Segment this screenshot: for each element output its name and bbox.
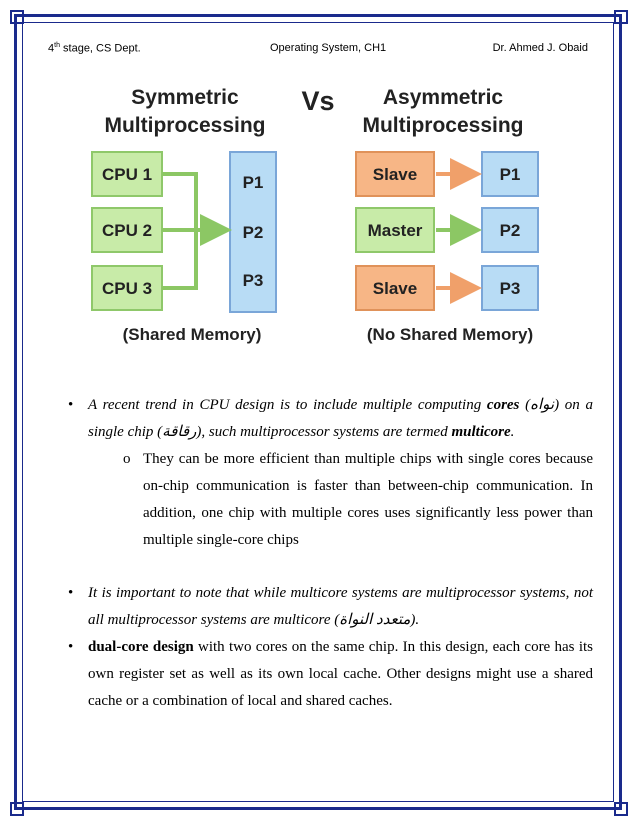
connector-line xyxy=(162,174,196,230)
process-label: P3 xyxy=(242,271,264,290)
vs-label: Vs xyxy=(301,86,335,116)
cpu-label: CPU 2 xyxy=(101,221,153,240)
bullet-dot-icon: • xyxy=(68,397,74,413)
header-left: 4th stage, CS Dept. xyxy=(48,42,141,55)
corner-ornament xyxy=(614,10,628,24)
no-shared-memory-caption: (No Shared Memory) xyxy=(366,325,534,344)
bullet-multicore-trend: • A recent trend in CPU design is to include multiple computing cores (نواه) on a single chip (رقاقة), such multiprocessor systems are termed multicore. xyxy=(88,392,593,446)
smp-vs-amp-diagram xyxy=(0,80,638,360)
asym-node-label: Slave xyxy=(372,165,418,184)
bullet-dot-icon: • xyxy=(68,585,74,601)
cpu-label: CPU 3 xyxy=(101,279,153,298)
sub-bullet-icon: o xyxy=(123,451,131,467)
asymmetric-title-1: Asymmetric xyxy=(382,86,504,109)
symmetric-title-1: Symmetric xyxy=(131,86,239,109)
corner-ornament xyxy=(614,802,628,816)
bullet-dual-core: • dual-core design with two cores on the same chip. In this design, each core has its own register set as well as its own local cache. Other designs might use a shared cache or a combination of local and shared caches. xyxy=(88,634,593,715)
process-label: P2 xyxy=(499,221,521,240)
corner-ornament xyxy=(10,802,24,816)
bullet-list xyxy=(68,392,594,715)
process-label: P2 xyxy=(242,223,264,242)
asym-node-label: Slave xyxy=(372,279,418,298)
cpu-label: CPU 1 xyxy=(101,165,153,184)
corner-ornament xyxy=(10,10,24,24)
page-header xyxy=(48,42,588,60)
asymmetric-title-2: Multiprocessing xyxy=(362,114,524,137)
process-label: P3 xyxy=(499,279,521,298)
header-right: Dr. Ahmed J. Obaid xyxy=(492,42,588,54)
bullet-dot-icon: • xyxy=(68,639,74,655)
bullet-multicore-note: • It is important to note that while multicore systems are multiprocessor systems, not all multiprocessor systems are multicore (متعدد النواة). xyxy=(88,580,593,634)
sub-bullet-efficiency: o They can be more efficient than multiple chips with single cores because on-chip communication is faster than between-chip communication. In addition, one chip with multiple cores uses significantly less power than multiple single-core chips xyxy=(143,446,593,554)
process-label: P1 xyxy=(499,165,521,184)
process-label: P1 xyxy=(242,173,264,192)
header-center: Operating System, CH1 xyxy=(270,42,387,54)
symmetric-title-2: Multiprocessing xyxy=(104,114,266,137)
connector-line xyxy=(162,230,196,288)
shared-memory-caption: (Shared Memory) xyxy=(122,325,262,344)
asym-node-label: Master xyxy=(367,221,423,240)
